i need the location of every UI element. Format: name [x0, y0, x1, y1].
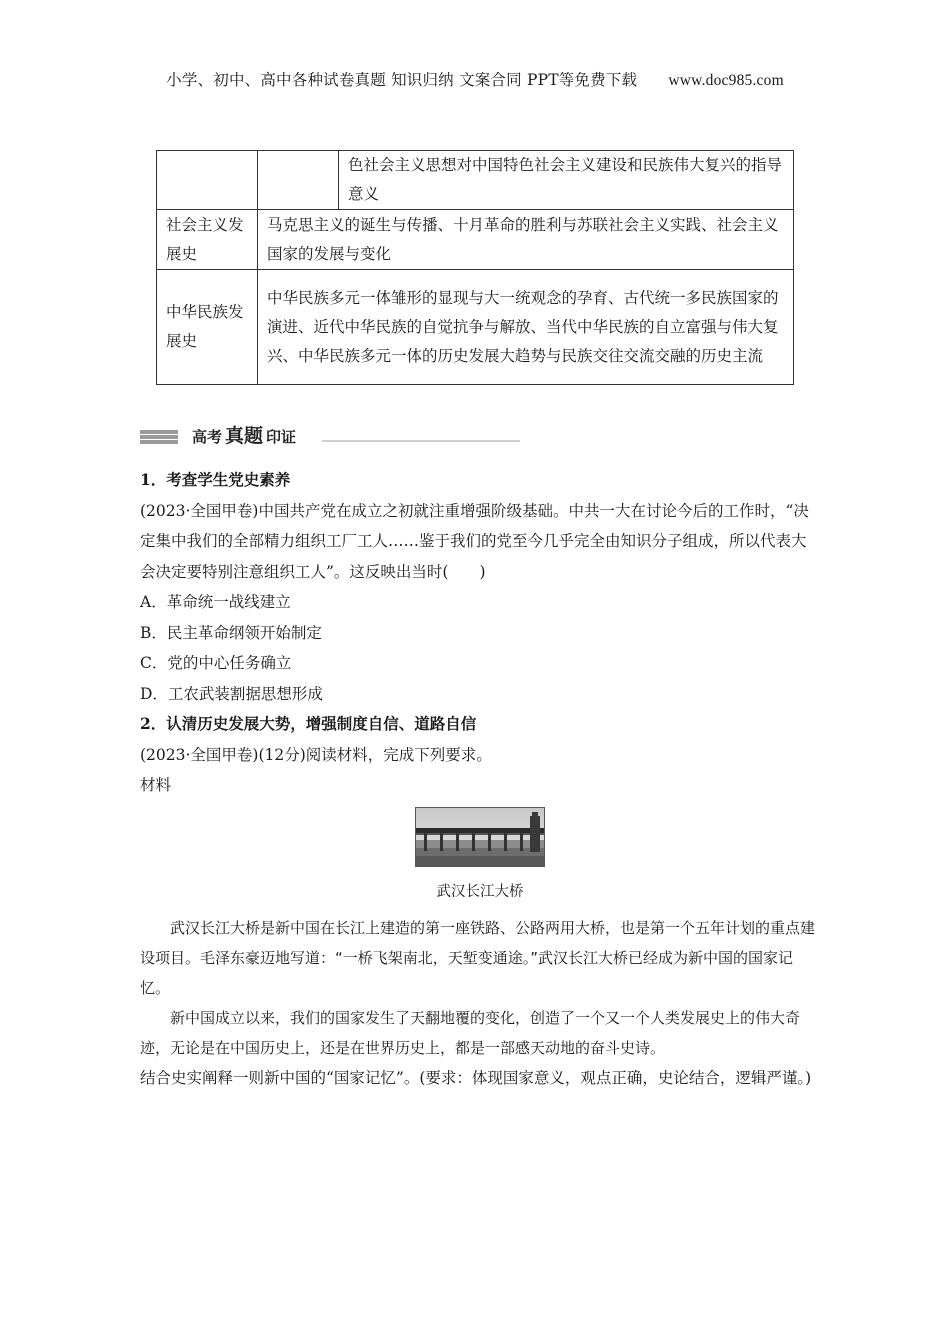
material-paragraph-1: 武汉长江大桥是新中国在长江上建造的第一座铁路、公路两用大桥，也是第一个五年计划的重点建设项目。毛泽东豪迈地写道：“一桥飞架南北，天堑变通途。”武汉长江大桥已经成为新中国的国家记忆。: [140, 919, 816, 997]
table-row: [157, 210, 794, 270]
bridge-figure: [140, 807, 820, 908]
banner-bars-icon: [140, 430, 178, 444]
table-cell: 中华民族多元一体雏形的显现与大一统观念的孕育、古代统一多民族国家的演进、近代中华民族的自觉抗争与解放、当代中华民族的自立富强与伟大复兴、中华民族多元一体的历史发展大趋势与民族交往交流交融的历史主流: [258, 270, 794, 385]
table-row: [157, 270, 794, 385]
banner-label: 高考 真题 印证: [192, 425, 297, 447]
material-label: 材料: [140, 776, 172, 794]
table-cell: 色社会主义思想对中国特色社会主义建设和民族伟大复兴的指导意义: [339, 151, 794, 210]
q1-stem: (2023·全国甲卷)中国共产党在成立之初就注重增强阶级基础。中共一大在讨论今后的工作时，“决定集中我们的全部精力组织工厂工人……鉴于我们的党至今几乎完全由知识分子组成，所以代表大会决定要特别注意组织工人”。这反映出当时( ): [140, 501, 809, 581]
table-cell: [157, 151, 258, 210]
page-header: [0, 68, 950, 90]
topics-table: [156, 150, 794, 385]
bridge-photo: [415, 807, 545, 867]
q1-option-a[interactable]: A．革命统一战线建立: [140, 593, 291, 611]
q2-heading: 2．认清历史发展大势，增强制度自信、道路自信: [140, 714, 477, 733]
table-cell: [258, 151, 339, 210]
image-caption: 武汉长江大桥: [436, 883, 524, 900]
q1-option-d[interactable]: D．工农武装割据思想形成: [140, 684, 323, 703]
material-paragraph-2: 新中国成立以来，我们的国家发生了天翻地覆的变化，创造了一个又一个人类发展史上的伟大奇迹，无论是在中国历史上，还是在世界历史上，都是一部感天动地的奋斗史诗。: [140, 1009, 801, 1057]
q2-task: 结合史实阐释一则新中国的“国家记忆”。(要求：体现国家意义，观点正确，史论结合，逻辑严谨。): [140, 1069, 812, 1087]
table-row: [157, 151, 794, 210]
q2-stem: (2023·全国甲卷)(12分)阅读材料，完成下列要求。: [140, 745, 492, 764]
header-url[interactable]: www.doc985.com: [668, 72, 784, 89]
banner-divider: [322, 440, 520, 442]
table-cell-topic: 中华民族发展史: [157, 270, 258, 385]
q1-option-b[interactable]: B．民主革命纲领开始制定: [140, 623, 322, 642]
table-cell-topic: 社会主义发展史: [157, 210, 258, 270]
section-banner: [140, 413, 520, 455]
q1-option-c[interactable]: C．党的中心任务确立: [140, 654, 292, 672]
question-content: [140, 465, 820, 1094]
header-text: 小学、初中、高中各种试卷真题 知识归纳 文案合同 PPT等免费下载: [166, 71, 638, 89]
banner-highlight: 真题: [225, 425, 264, 447]
table-cell: 马克思主义的诞生与传播、十月革命的胜利与苏联社会主义实践、社会主义国家的发展与变化: [258, 210, 794, 270]
q1-heading: 1．考查学生党史素养: [140, 470, 291, 489]
